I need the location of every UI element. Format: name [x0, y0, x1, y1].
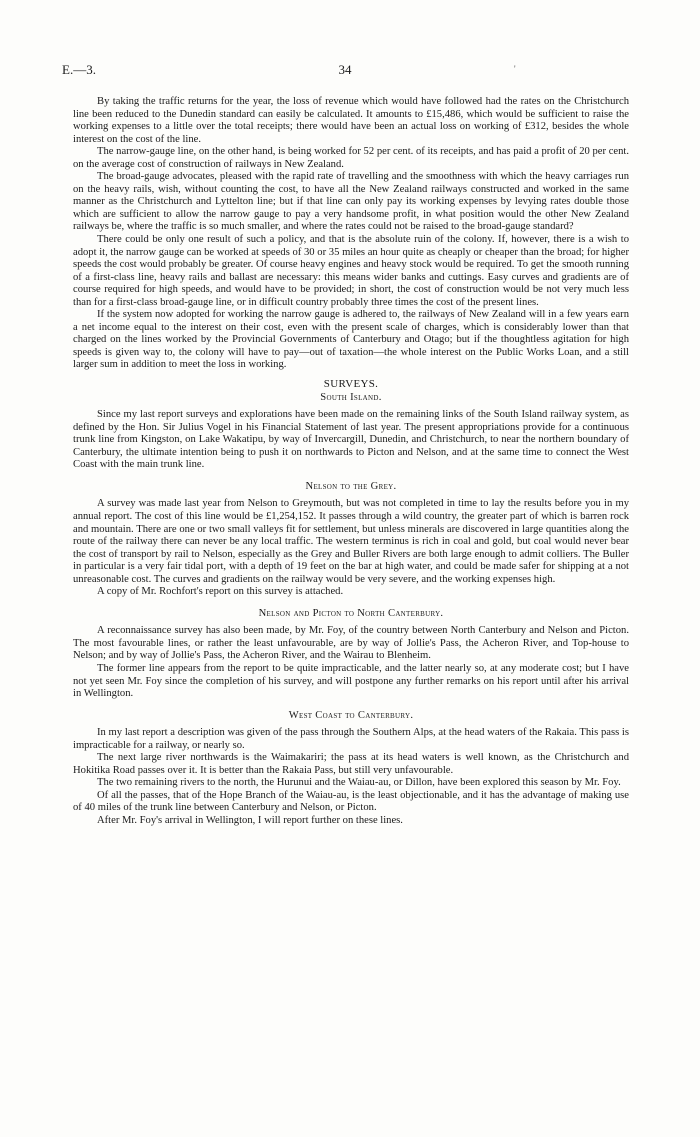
paragraph-reconnaissance: A reconnaissance survey has also been made, by Mr. Foy, of the country between North Canterbury and Nelson and Picton. The most favourable lines, or rather the least unfavourable, are by way of Jollie's Pass, the Acheron River, and Top-house to Nelson; and by way of Jollie's Pass, the Acheron River, and the Wairau to Blenheim. — [73, 625, 629, 662]
paragraph-report-further: After Mr. Foy's arrival in Wellington, I will report further on these lines. — [97, 814, 403, 826]
south-island-subheading: South Island. — [320, 391, 382, 403]
paragraph-former-line: The former line appears from the report to be quite impracticable, and the latter nearly so, at any moderate cost; but I have not yet seen Mr. Foy since the completion of his survey, and will postpone any further remarks on his report until after his arrival in Wellington. — [73, 662, 629, 700]
page-number: 34 — [338, 62, 352, 77]
paragraph-rochfort-report: A copy of Mr. Rochfort's report on this survey is attached. — [97, 586, 344, 598]
paragraph-southern-alps: In my last report a description was given of the pass through the Southern Alps, at the head waters of the Rakaia. This pass is impracticable for a railway, or nearly so. — [73, 727, 629, 751]
margin-mark: ' — [514, 64, 516, 74]
paragraph-south-island: Since my last report surveys and explorations have been made on the remaining links of the South Island railway system, as defined by the Hon. Sir Julius Vogel in his Financial Statement of last year. The present appropriations provide for a continuous trunk line from Kingston, on Lake Wakatipu, by way of Invercargill, Dunedin, and Christchurch, to near the northern boundary of Canterbury, the ultimate intention being to push it on northwards to Picton and Nelson, and at the same time to connect the West Coast with the main trunk line. — [73, 409, 629, 471]
nelson-grey-heading: Nelson to the Grey. — [305, 480, 397, 492]
paragraph-system-adhered: If the system now adopted for working the narrow gauge is adhered to, the railways of New Zealand will in a few years earn a net income equal to the interest on their cost, even with the present scale of charges, which is considerably lower than that charged on the lines worked by the Provincial Governments of Canterbury and Otago; but if the thoughtless agitation for high speeds is given way to, the colony will have to pay—out of taxation—the whole interest on the Public Works Loan, and a still larger sum in addition to meet the loss in working. — [73, 309, 629, 371]
paragraph-narrow-gauge: The narrow-gauge line, on the other hand, is being worked for 52 per cent. of its receipts, and has paid a profit of 20 per cent. on the average cost of construction of railways in New Zealand. — [73, 146, 629, 170]
page-header — [62, 62, 628, 78]
paragraph-broad-gauge: The broad-gauge advocates, pleased with the rapid rate of travelling and the smoothness with which the heavy carriages run on the heavy rails, wish, without counting the cost, to have all the New Zealand railways constructed and worked in the same manner as the Christchurch and Lyttelton line; but if that line can only pay its working expenses by levying rates double those which are sufficient to allow the narrow gauge to pay a very handsome profit, in what position would the other New Zealand railways be, where the traffic is so much smaller, and where the rates could not be raised to the broad-gauge standard? — [73, 171, 629, 233]
document-body — [73, 96, 629, 828]
surveys-heading: SURVEYS. — [323, 378, 379, 391]
paragraph-waimakariri: The next large river northwards is the Waimakariri; the pass at its head waters is well known, as the Christchurch and Hokitika Road passes over it. It is better than the Rakaia Pass, but still very unfavourable. — [73, 752, 629, 776]
paragraph-ruin-of-colony: There could be only one result of such a policy, and that is the absolute ruin of the colony. If, however, there is a wish to adopt it, the narrow gauge can be worked at speeds of 30 or 35 miles an hour quite as cheaply or cheaper than the broad; for higher speeds the cost would probably be greater. Of course heavy engines and heavy stock would be required. To get the smooth running of a first-class line, heavy rails and ballast are necessary: this means wider banks and cuttings. Easy curves and gradients are of course required for high speeds, and would have to be provided; in short, the cost of construction would be not very much less than for a first-class broad-gauge line, or in difficult country probably three times the cost of the present lines. — [73, 234, 629, 308]
paragraph-hope-branch: Of all the passes, that of the Hope Branch of the Waiau-au, is the least objectionable, and it has the advantage of making use of 40 miles of the trunk line between Canterbury and Nelson, or Picton. — [73, 789, 629, 814]
paragraph-traffic-returns: By taking the traffic returns for the year, the loss of revenue which would have followed had the rates on the Christchurch line been reduced to the Dunedin standard can easily be calculated. It amounts to £15,486, which would be sufficient to raise the working expenses to a little over the total receipts; there would have been an actual loss on working of £312, besides the whole interest on the cost of the line. — [73, 96, 629, 145]
nelson-picton-heading: Nelson and Picton to North Canterbury. — [258, 607, 444, 619]
paragraph-hurunui: The two remaining rivers to the north, the Hurunui and the Waiau-au, or Dillon, have been explored this season by Mr. Foy. — [97, 777, 621, 789]
west-coast-heading: West Coast to Canterbury. — [288, 709, 414, 721]
document-reference: E.—3. — [62, 62, 96, 77]
paragraph-nelson-grey-survey: A survey was made last year from Nelson to Greymouth, but was not completed in time to lay the results before you in my annual report. The cost of this line would be £1,254,152. It passes through a wild country, the greater part of which is barren rock and mountain. There are one or two small valleys fit for settlement, but unless minerals are discovered in large quantities along the route of the railway there can never be any local traffic. The western terminus is rich in coal and gold, but coal would never bear the cost of transport by rail to Nelson, especially as the Grey and Buller Rivers are both large enough to admit colliers. The Buller in particular is a very fair tidal port, with a depth of 19 feet on the bar at high water, and could be made safer for shipping at a not unreasonable cost. The curves and gradients on the railway would be very severe, and the working expenses high. — [73, 498, 629, 585]
